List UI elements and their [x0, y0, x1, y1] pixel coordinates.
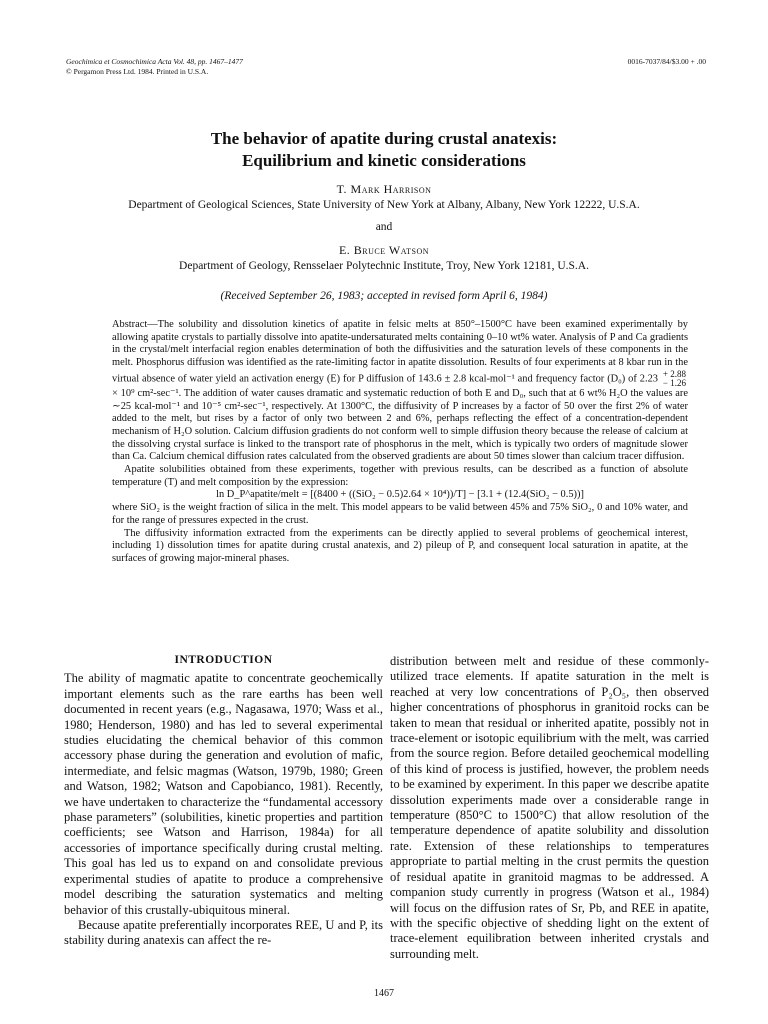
article-code: 0016-7037/84/$3.00 + .00 [627, 57, 706, 66]
introduction-heading: INTRODUCTION [174, 654, 273, 666]
abstract-text-b: × 10⁹ cm²-sec⁻¹. The addition of water causes dramatic and systematic reduction of both E and D₀, such that at 6 wt% H₂O the values are ∼25 kcal-mol⁻¹ and 10⁻⁵ cm²-sec⁻¹, respectively. At 1300°C, the diffusivity of P increases by a factor of 50 over the first 2% of water added to the melt, but rises by a factor of only two between 2 and 6%, perhaps reflecting the effect of a concentration-dependent mechanism of H₂O solution. Calcium diffusion gradients do not conform well to simple diffusion theory because the release of calcium at the dissolving crystal surface is linked to the transport rate of phosphorus in the melt, which is typically two orders of magnitude slower than Ca. Calcium chemical diffusion rates calculated from the observed gradients are about 50 times slower than calcium tracer diffusion. [112, 387, 688, 463]
abstract [112, 319, 688, 566]
author-1: T. Mark Harrison [336, 182, 432, 196]
affiliation-1: Department of Geological Sciences, State University of New York at Albany, Albany, New York 12222, U.S.A. [128, 199, 640, 211]
intro-paragraph-continued: distribution between melt and residue of these commonly-utilized trace elements. If apatite saturation in the melt is reached at very low concentrations of P₂O₅, then observed higher concentrations of phosphorus in granitoid rocks can be taken to mean that residual or inherited apatite, possibly not in trace-element or isotopic equilibrium with the melt, was carried from the source region. Before detailed geochemical modelling of this kind of process is justified, however, the problem needs to be examined by experiment. In this paper we describe apatite dissolution experiments made over a considerable range in temperature (850°C to 1500°C) that allow resolution of the temperature dependence of apatite solubility and dissolution rate. Extension of these relationships to temperatures appropriate to partial melting in the crust permits the question of residual apatite in granitoid magmas to be addressed. A companion study currently in progress (Watson et al., 1984) will focus on the diffusion rates of Sr, Pb, and REE in apatite, with the specific objective of shedding light on the extent of trace-element equilibration between inherited crystals and surrounding melt. [390, 654, 709, 961]
journal-line: Geochimica et Cosmochimica Acta Vol. 48, pp. 1467–1477 [66, 57, 243, 66]
right-column [390, 654, 709, 962]
received-dates: (Received September 26, 1983; accepted in revised form April 6, 1984) [220, 290, 548, 302]
affiliation-2: Department of Geology, Rensselaer Polytechnic Institute, Troy, New York 12181, U.S.A. [179, 260, 589, 272]
title-line-2: Equilibrium and kinetic considerations [242, 151, 526, 170]
abstract-paragraph-1 [112, 319, 688, 464]
author-2: E. Bruce Watson [338, 243, 430, 257]
abstract-text-a: —The solubility and dissolution kinetics of apatite in felsic melts at 850°–1500°C have been examined experimentally by allowing apatite crystals to partially dissolve into apatite-undersaturated melts containing 0–10 wt% water. Analysis of P and Ca gradients in the crystal/melt interfacial region enables determination of both the diffusivities and the saturation levels of these components in the melt. Phosphorus diffusion was identified as the rate-limiting factor in apatite dissolution. Results of four experiments at 8 kbar run in the virtual absence of water yield an activation energy (E) for P diffusion of 143.6 ± 2.8 kcal-mol⁻¹ and frequency factor (D₀) of 2.23 [112, 319, 688, 385]
error-plus: + 2.88 [662, 368, 686, 379]
and-separator: and [375, 221, 393, 233]
title-line-1: The behavior of apatite during crustal anatexis: [210, 129, 558, 148]
error-fraction [663, 370, 686, 388]
solubility-equation: ln D_P^apatite/melt = [(8400 + ((SiO₂ − 0.5)2.64 × 10⁴))/T] − [3.1 + (12.4(SiO₂ − 0.5))] [216, 489, 584, 501]
intro-paragraph-1: The ability of magmatic apatite to concentrate geochemically important elements such as the rare earths has been well documented in recent years (e.g., Nagasawa, 1970; Wass et al., 1980; Henderson, 1980) and has led to several experimental studies elucidating the chemical behavior of this common accessory phase during the generation and evolution of mafic, intermediate, and felsic magmas (Watson, 1979b, 1980; Green and Watson, 1982; Watson and Capobianco, 1981). Recently, we have undertaken to characterize the “fundamental accessory phase parameters” (solubilities, kinetic properties and partition coefficients; see Watson and Harrison, 1984a) for all accessories of importance specifically during crustal melting. This goal has led us to expand on and consolidate previous experimental studies of apatite to produce a comprehensive model describing the saturation systematics and melting behavior of this crustally-ubiquitous mineral. [64, 671, 383, 917]
copyright-line: © Pergamon Press Ltd. 1984. Printed in U.S.A. [66, 67, 209, 76]
left-column [64, 653, 383, 949]
abstract-label: Abstract [112, 319, 148, 330]
error-minus: − 1.26 [662, 377, 686, 388]
abstract-paragraph-3: where SiO₂ is the weight fraction of silica in the melt. This model appears to be valid between 45% and 75% SiO₂, 0 and 10% water, and for the range of pressures expected in the crust. [112, 502, 688, 526]
abstract-paragraph-4: The diffusivity information extracted from the experiments can be directly applied to several problems of geochemical interest, including 1) dissolution times for apatite during crustal anatexis, and 2) pileup of P, and consequent local saturation in apatite, at the surfaces of growing major-mineral phases. [112, 527, 688, 564]
paper-title [0, 128, 768, 172]
intro-paragraph-2: Because apatite preferentially incorporates REE, U and P, its stability during anatexis can affect the re- [64, 917, 383, 948]
page-number: 1467 [374, 988, 394, 999]
abstract-paragraph-2: Apatite solubilities obtained from these experiments, together with previous results, can be described as a function of absolute temperature (T) and melt composition by the expression: [112, 464, 688, 488]
journal-citation [66, 57, 243, 77]
